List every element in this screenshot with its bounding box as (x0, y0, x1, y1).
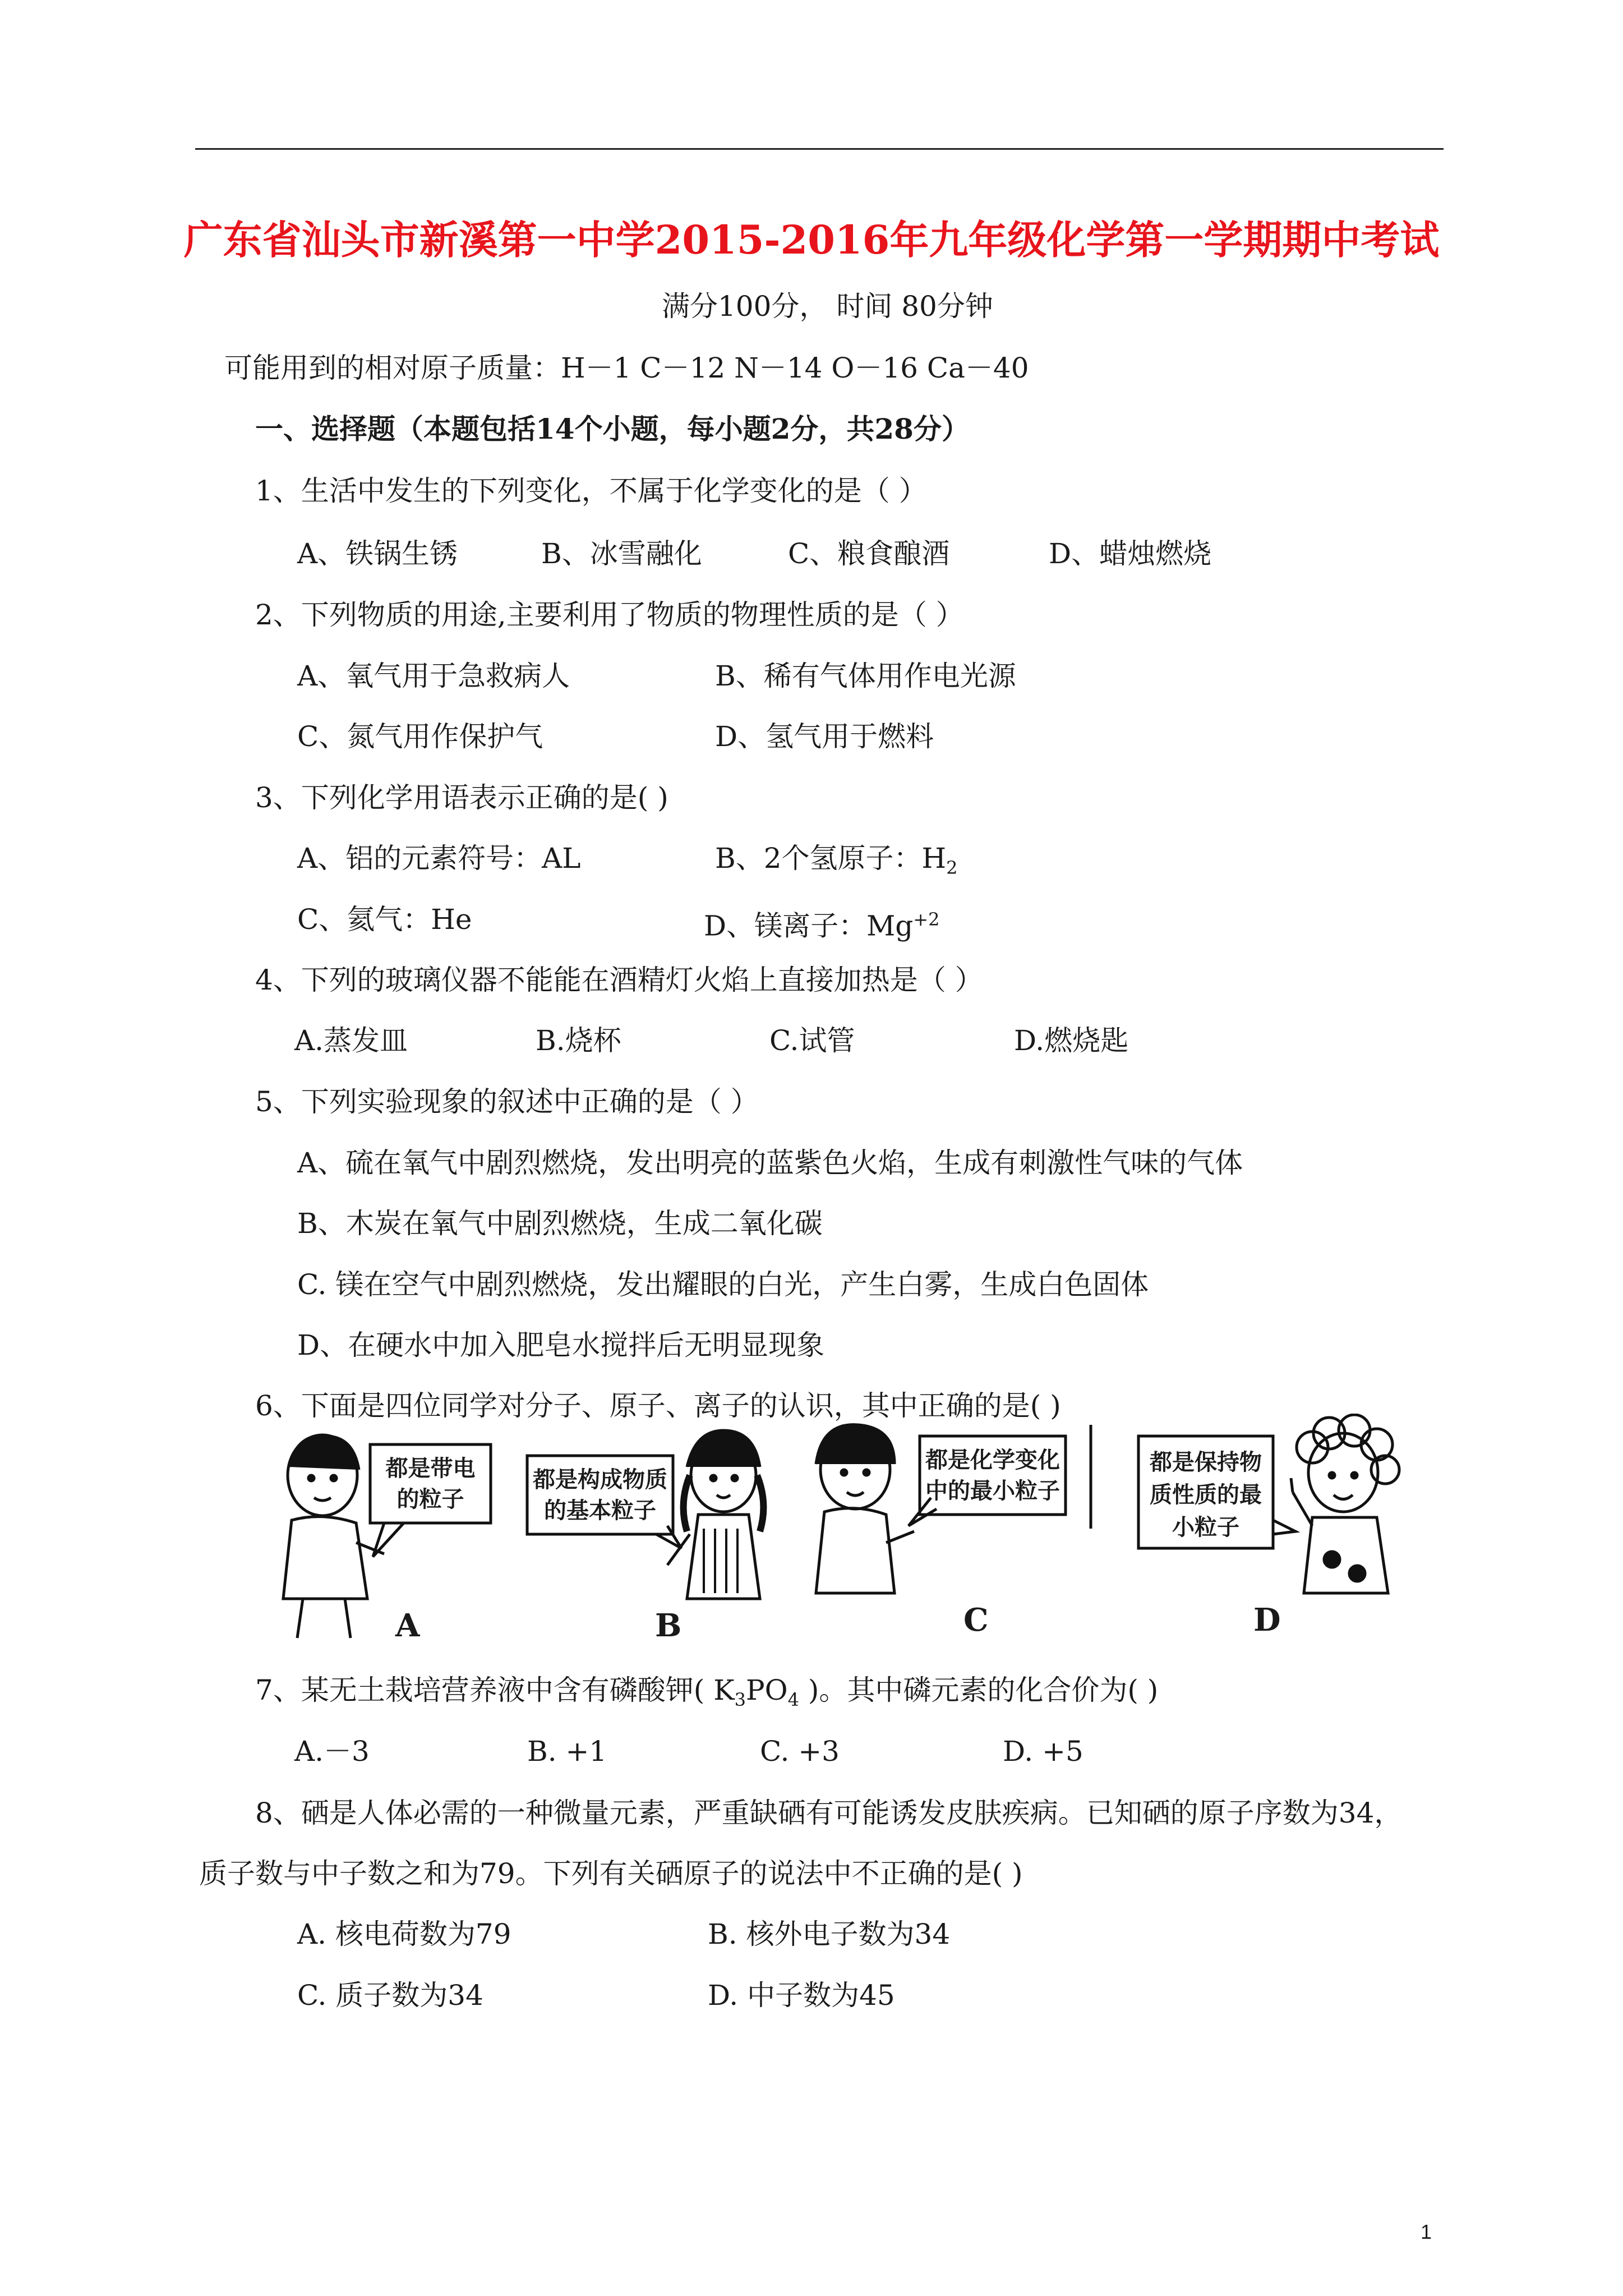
q1-stem: 1、生活中发生的下列变化，不属于化学变化的是（ ） (255, 475, 927, 507)
student-c-figure (816, 1425, 914, 1593)
q6-stem: 6、下面是四位同学对分子、原子、离子的认识，其中正确的是( ) (255, 1389, 1061, 1422)
figure-label-d: D (1253, 1602, 1281, 1639)
q2-option-d: D、氢气用于燃料 (715, 720, 934, 753)
q3-stem: 3、下列化学用语表示正确的是( ) (255, 781, 668, 814)
q1-option-a: A、铁锅生锈 (297, 537, 458, 570)
page-number: 1 (1421, 2220, 1432, 2243)
q3-option-b: B、2个氢原子：$H_2$ (715, 842, 958, 878)
q5-option-c: C. 镁在空气中剧烈燃烧，发出耀眼的白光，产生白雾，生成白色固体 (297, 1268, 1149, 1301)
bubble-d-text: 都是保持物 质性质的最 小粒子 (1150, 1449, 1262, 1540)
q5-option-a: A、硫在氧气中剧烈燃烧，发出明亮的蓝紫色火焰，生成有刺激性气味的气体 (297, 1147, 1243, 1179)
q7-option-c: C. +3 (760, 1735, 840, 1768)
q8-stem-line2: 质子数与中子数之和为79。下列有关硒原子的说法中不正确的是( ) (199, 1857, 1023, 1890)
q2-stem: 2、下列物质的用途,主要利用了物质的物理性质的是（ ） (255, 599, 964, 631)
q4-option-b: B.烧杯 (536, 1024, 621, 1057)
q8-option-b: B. 核外电子数为34 (708, 1918, 951, 1950)
student-d-figure (1291, 1415, 1399, 1593)
bubble-b-text: 都是构成物质 的基本粒子 (533, 1466, 667, 1524)
q6-figure (264, 1414, 1402, 1649)
q7-option-b: B. +1 (527, 1735, 607, 1768)
atomic-masses: 可能用到的相对原子质量：H－1 C－12 N－14 O－16 Ca－40 (224, 352, 1029, 384)
header-rule (195, 148, 1444, 150)
q3-option-d: D、镁离子：$Mg^{+2}$ (704, 909, 940, 942)
q2-option-a: A、氧气用于急救病人 (297, 660, 570, 692)
q7-option-a: A.－3 (294, 1735, 370, 1768)
q2-option-b: B、稀有气体用作电光源 (715, 660, 1016, 692)
q4-option-d: D.燃烧匙 (1014, 1024, 1129, 1057)
student-b-figure (667, 1430, 763, 1599)
figure-label-a: A (395, 1607, 420, 1644)
figure-label-c: C (963, 1602, 989, 1639)
q8-option-a: A. 核电荷数为79 (297, 1918, 511, 1950)
q7-option-d: D. +5 (1003, 1735, 1083, 1768)
figure-label-b: B (655, 1607, 682, 1644)
q1-option-b: B、冰雪融化 (541, 537, 702, 570)
q8-option-c: C. 质子数为34 (297, 1979, 483, 2012)
q4-stem: 4、下列的玻璃仪器不能能在酒精灯火焰上直接加热是（ ） (255, 964, 983, 996)
score-time: 满分100分， 时间 80分钟 (662, 290, 993, 323)
exam-title: 广东省汕头市新溪第一中学2015-2016年九年级化学第一学期期中考试 (183, 217, 1440, 263)
q3-option-a: A、铝的元素符号：AL (297, 842, 581, 875)
q5-option-d: D、在硬水中加入肥皂水搅拌后无明显现象 (297, 1329, 825, 1361)
section1-heading: 一、选择题（本题包括14个小题，每小题2分，共28分） (255, 412, 970, 445)
q1-option-c: C、粮食酿酒 (788, 537, 950, 570)
bubble-a-text: 都是带电 的粒子 (385, 1455, 476, 1512)
q8-option-d: D. 中子数为45 (708, 1979, 895, 2012)
q5-option-b: B、木炭在氧气中剧烈燃烧，生成二氧化碳 (297, 1207, 823, 1240)
q3-option-c: C、氦气：He (297, 903, 472, 936)
q2-option-c: C、氮气用作保护气 (297, 720, 543, 753)
bubble-c-text: 都是化学变化 中的最小粒子 (925, 1447, 1060, 1504)
q4-option-c: C.试管 (769, 1024, 855, 1057)
q4-option-a: A.蒸发皿 (294, 1024, 408, 1057)
q5-stem: 5、下列实验现象的叙述中正确的是（ ） (255, 1085, 759, 1118)
q7-stem: 7、某无土栽培营养液中含有磷酸钾( $K_3PO_4$ )。其中磷元素的化合价为( ) (255, 1674, 1159, 1710)
q1-option-d: D、蜡烛燃烧 (1049, 537, 1212, 570)
q8-stem-line1: 8、硒是人体必需的一种微量元素，严重缺硒有可能诱发皮肤疾病。已知硒的原子序数为34， (255, 1797, 1403, 1829)
